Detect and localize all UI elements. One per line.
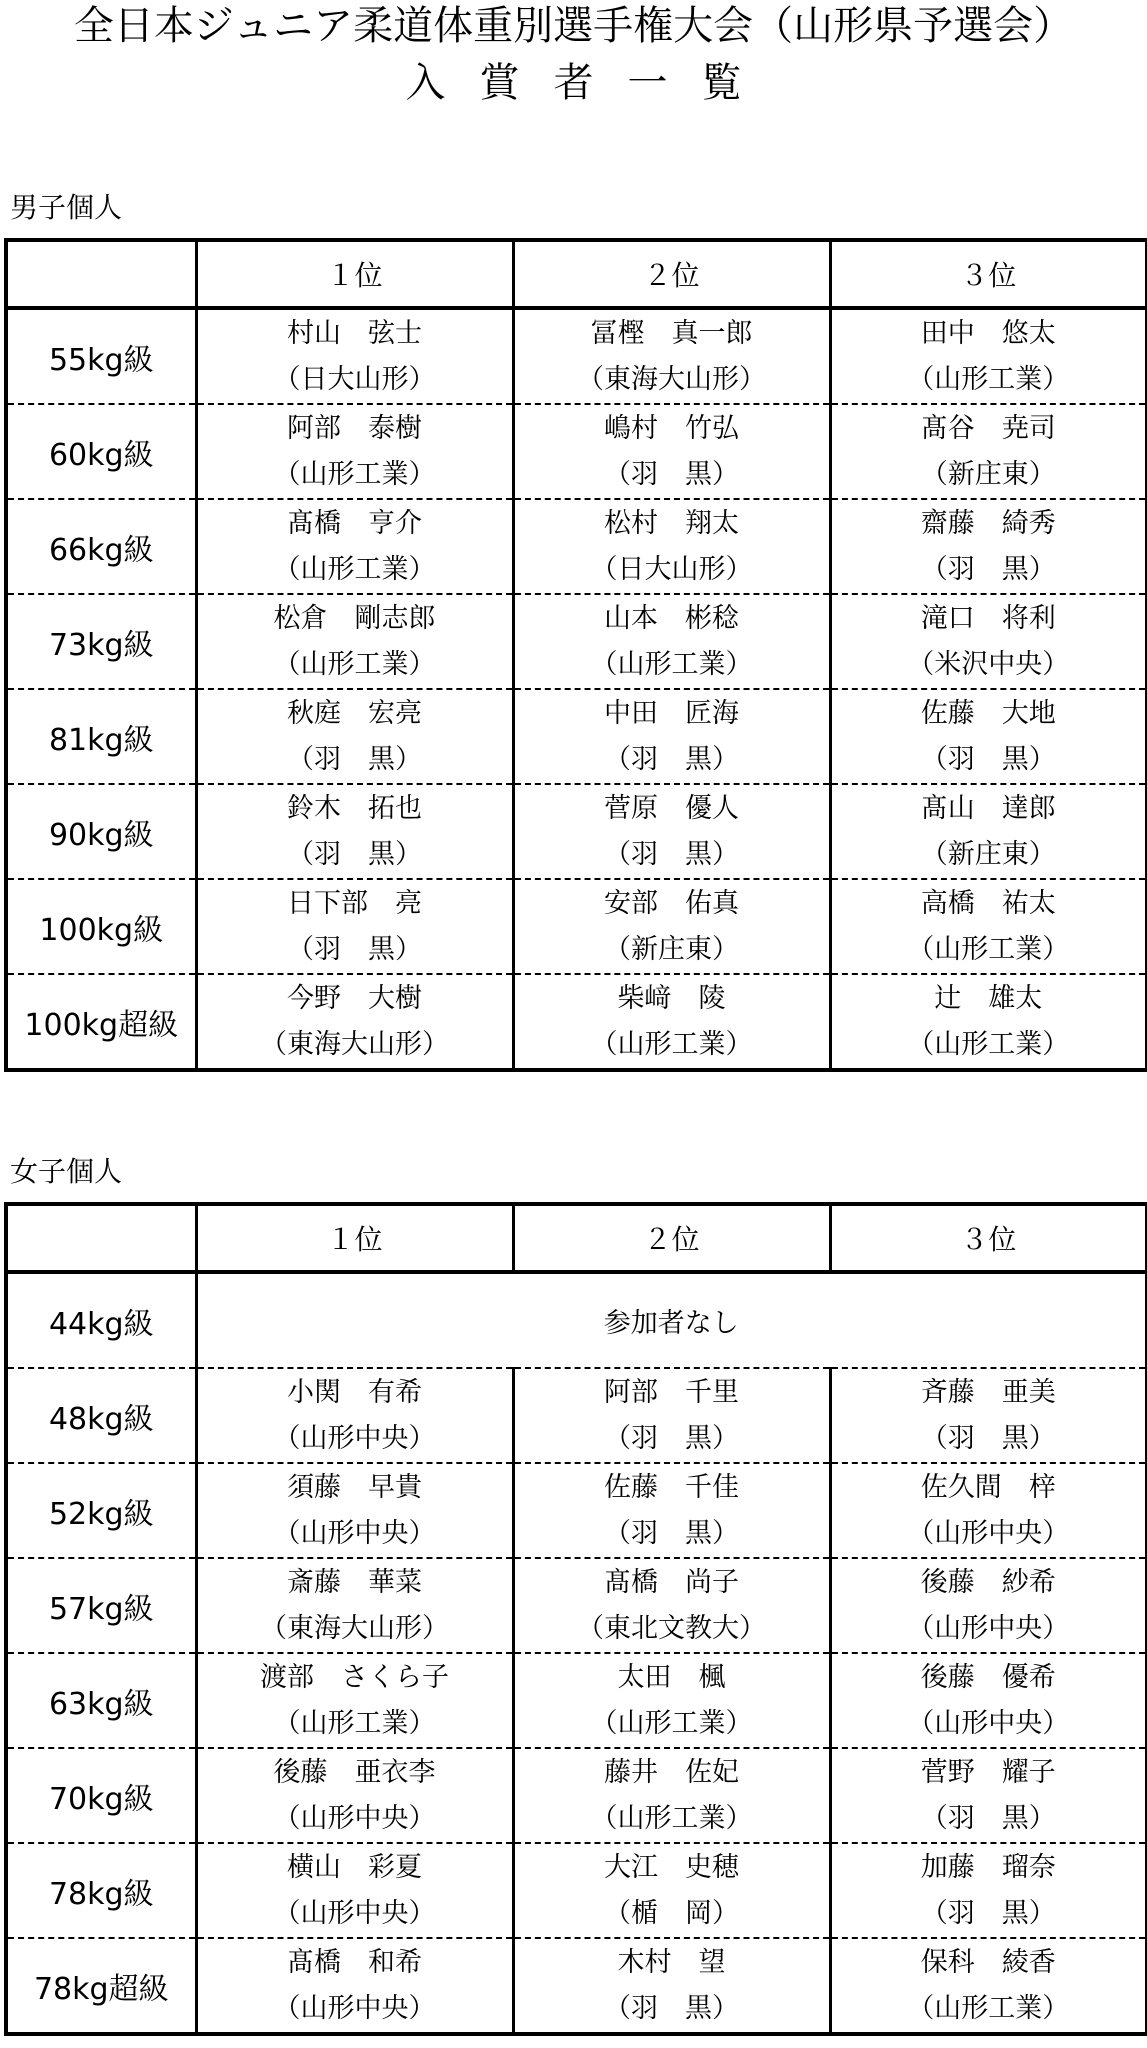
table-row xyxy=(6,879,1147,974)
weight-class: 48kg級 xyxy=(6,1368,196,1463)
school-name: （山形中央） xyxy=(273,1517,436,1549)
school-name: （山形工業） xyxy=(590,1707,753,1739)
place-cell xyxy=(513,1653,830,1748)
athlete-name: 木村 望 xyxy=(617,1946,726,1978)
table-row xyxy=(6,1463,1147,1558)
place-cell xyxy=(196,1558,513,1653)
place-cell xyxy=(196,1653,513,1748)
place-cell xyxy=(513,308,830,404)
table-row xyxy=(6,1938,1147,2034)
athlete-name: 安部 佑真 xyxy=(604,887,739,919)
section-label-girls: 女子個人 xyxy=(10,1155,123,1188)
table-row xyxy=(6,974,1147,1070)
table-row xyxy=(6,1843,1147,1938)
athlete-name: 松村 翔太 xyxy=(604,507,739,539)
school-name: （東北文教大） xyxy=(577,1612,766,1644)
place-cell xyxy=(196,404,513,499)
school-name: （山形工業） xyxy=(273,553,436,585)
place-cell xyxy=(513,499,830,594)
document-subtitle: 入賞者一覧 xyxy=(405,60,776,106)
weight-class: 70kg級 xyxy=(6,1748,196,1843)
table-row xyxy=(6,1368,1147,1463)
header-first-place: １位 xyxy=(196,1204,513,1272)
table-row xyxy=(6,689,1147,784)
school-name: （羽 黒） xyxy=(287,743,422,775)
place-cell xyxy=(830,404,1147,499)
header-second-place: ２位 xyxy=(513,240,830,308)
place-cell xyxy=(830,784,1147,879)
place-cell xyxy=(196,1843,513,1938)
athlete-name: 藤井 佐妃 xyxy=(604,1756,739,1788)
school-name: （山形中央） xyxy=(907,1517,1070,1549)
school-name: （羽 黒） xyxy=(604,458,739,490)
athlete-name: 齋藤 綺秀 xyxy=(920,507,1056,539)
athlete-name: 今野 大樹 xyxy=(287,982,422,1014)
school-name: （日大山形） xyxy=(273,363,436,395)
place-cell xyxy=(830,1368,1147,1463)
athlete-name: 辻 雄太 xyxy=(934,982,1043,1014)
document-title: 全日本ジュニア柔道体重別選手権大会（山形県予選会） xyxy=(73,3,1074,49)
place-cell xyxy=(196,879,513,974)
place-cell xyxy=(196,308,513,404)
school-name: （羽 黒） xyxy=(920,743,1056,775)
place-cell xyxy=(830,1843,1147,1938)
athlete-name: 菅原 優人 xyxy=(604,792,739,824)
place-cell xyxy=(196,1938,513,2034)
section-label-boys: 男子個人 xyxy=(10,191,123,224)
weight-class: 44kg級 xyxy=(6,1272,196,1368)
athlete-name: 加藤 瑠奈 xyxy=(920,1851,1056,1883)
header-third-place: ３位 xyxy=(830,240,1147,308)
athlete-name: 日下部 亮 xyxy=(287,887,422,919)
school-name: （羽 黒） xyxy=(287,838,422,870)
school-name: （山形中央） xyxy=(273,1897,436,1929)
school-name: （新庄東） xyxy=(920,458,1056,490)
school-name: （山形工業） xyxy=(590,1028,753,1060)
header-blank xyxy=(6,240,196,308)
school-name: （羽 黒） xyxy=(287,933,422,965)
athlete-name: 後藤 紗希 xyxy=(920,1566,1056,1598)
school-name: （山形中央） xyxy=(273,1422,436,1454)
athlete-name: 佐藤 千佳 xyxy=(604,1471,739,1503)
place-cell xyxy=(830,594,1147,689)
results-table-boys xyxy=(4,238,1147,1072)
place-cell xyxy=(513,1368,830,1463)
header-second-place: ２位 xyxy=(513,1204,830,1272)
place-cell xyxy=(830,308,1147,404)
header-third-place: ３位 xyxy=(830,1204,1147,1272)
weight-class: 90kg級 xyxy=(6,784,196,879)
school-name: （山形工業） xyxy=(907,1028,1070,1060)
school-name: （羽 黒） xyxy=(604,1517,739,1549)
athlete-name: 渡部 さくら子 xyxy=(260,1661,449,1693)
school-name: （東海大山形） xyxy=(260,1612,449,1644)
athlete-name: 須藤 早貴 xyxy=(287,1471,422,1503)
school-name: （羽 黒） xyxy=(604,1992,739,2024)
athlete-name: 髙橋 和希 xyxy=(287,1946,422,1978)
athlete-name: 阿部 泰樹 xyxy=(287,412,422,444)
place-cell xyxy=(830,1938,1147,2034)
table-row xyxy=(6,1558,1147,1653)
place-cell xyxy=(830,1463,1147,1558)
athlete-name: 滝口 将利 xyxy=(920,602,1056,634)
school-name: （山形工業） xyxy=(907,1992,1070,2024)
athlete-name: 松倉 剛志郎 xyxy=(273,602,436,634)
weight-class: 100kg超級 xyxy=(6,974,196,1070)
school-name: （日大山形） xyxy=(590,553,753,585)
place-cell xyxy=(196,499,513,594)
school-name: （羽 黒） xyxy=(920,553,1056,585)
school-name: （山形中央） xyxy=(907,1612,1070,1644)
school-name: （山形中央） xyxy=(273,1802,436,1834)
athlete-name: 中田 匠海 xyxy=(604,697,739,729)
place-cell xyxy=(513,1558,830,1653)
place-cell xyxy=(196,689,513,784)
athlete-name: 冨樫 真一郎 xyxy=(590,317,753,349)
school-name: （山形工業） xyxy=(273,458,436,490)
athlete-name: 大江 史穂 xyxy=(604,1851,739,1883)
place-cell xyxy=(513,689,830,784)
weight-class: 52kg級 xyxy=(6,1463,196,1558)
place-cell xyxy=(196,594,513,689)
athlete-name: 鈴木 拓也 xyxy=(287,792,422,824)
weight-class: 55kg級 xyxy=(6,308,196,404)
school-name: （山形工業） xyxy=(907,363,1070,395)
table-row xyxy=(6,1748,1147,1843)
place-cell xyxy=(830,1748,1147,1843)
table-row xyxy=(6,499,1147,594)
athlete-name: 斉藤 亜美 xyxy=(920,1376,1056,1408)
athlete-name: 菅野 耀子 xyxy=(920,1756,1056,1788)
athlete-name: 阿部 千里 xyxy=(604,1376,739,1408)
weight-class: 78kg超級 xyxy=(6,1938,196,2034)
athlete-name: 髙橋 尚子 xyxy=(604,1566,739,1598)
place-cell xyxy=(830,879,1147,974)
athlete-name: 保科 綾香 xyxy=(920,1946,1056,1978)
athlete-name: 髙橋 亨介 xyxy=(287,507,422,539)
header-blank xyxy=(6,1204,196,1272)
athlete-name: 山本 彬稔 xyxy=(604,602,739,634)
school-name: （東海大山形） xyxy=(260,1028,449,1060)
place-cell xyxy=(196,974,513,1070)
athlete-name: 太田 楓 xyxy=(617,1661,726,1693)
place-cell xyxy=(830,499,1147,594)
place-cell xyxy=(513,404,830,499)
athlete-name: 横山 彩夏 xyxy=(287,1851,422,1883)
place-cell xyxy=(196,1368,513,1463)
place-cell xyxy=(196,1748,513,1843)
table-row xyxy=(6,784,1147,879)
table-header-row xyxy=(6,240,1147,308)
weight-class: 57kg級 xyxy=(6,1558,196,1653)
weight-class: 73kg級 xyxy=(6,594,196,689)
athlete-name: 村山 弦士 xyxy=(287,317,422,349)
school-name: （山形中央） xyxy=(907,1707,1070,1739)
place-cell xyxy=(830,1653,1147,1748)
results-table-girls xyxy=(4,1202,1147,2036)
athlete-name: 後藤 優希 xyxy=(920,1661,1056,1693)
weight-class: 63kg級 xyxy=(6,1653,196,1748)
school-name: （山形工業） xyxy=(907,933,1070,965)
place-cell xyxy=(830,1558,1147,1653)
school-name: （羽 黒） xyxy=(920,1422,1056,1454)
school-name: （米沢中央） xyxy=(907,648,1070,680)
place-cell xyxy=(196,784,513,879)
weight-class: 66kg級 xyxy=(6,499,196,594)
place-cell xyxy=(513,879,830,974)
school-name: （楯 岡） xyxy=(604,1897,739,1929)
table-header-row xyxy=(6,1204,1147,1272)
athlete-name: 髙谷 尭司 xyxy=(920,412,1056,444)
school-name: （羽 黒） xyxy=(920,1897,1056,1929)
athlete-name: 嶋村 竹弘 xyxy=(604,412,739,444)
athlete-name: 佐久間 梓 xyxy=(920,1471,1056,1503)
weight-class: 81kg級 xyxy=(6,689,196,784)
table-row xyxy=(6,1653,1147,1748)
athlete-name: 秋庭 宏亮 xyxy=(287,697,422,729)
school-name: （山形工業） xyxy=(273,648,436,680)
school-name: （東海大山形） xyxy=(577,363,766,395)
school-name: （羽 黒） xyxy=(920,1802,1056,1834)
place-cell xyxy=(513,1843,830,1938)
school-name: （羽 黒） xyxy=(604,743,739,775)
school-name: （山形工業） xyxy=(273,1707,436,1739)
athlete-name: 佐藤 大地 xyxy=(920,697,1056,729)
school-name: （羽 黒） xyxy=(604,1422,739,1454)
athlete-name: 斎藤 華菜 xyxy=(287,1566,422,1598)
weight-class: 78kg級 xyxy=(6,1843,196,1938)
athlete-name: 髙山 達郎 xyxy=(920,792,1056,824)
school-name: （山形中央） xyxy=(273,1992,436,2024)
weight-class: 60kg級 xyxy=(6,404,196,499)
table-row xyxy=(6,1272,1147,1368)
place-cell xyxy=(513,784,830,879)
weight-class: 100kg級 xyxy=(6,879,196,974)
athlete-name: 田中 悠太 xyxy=(920,317,1056,349)
athlete-name: 柴﨑 陵 xyxy=(617,982,726,1014)
school-name: （山形工業） xyxy=(590,648,753,680)
place-cell xyxy=(513,974,830,1070)
school-name: （新庄東） xyxy=(604,933,739,965)
place-cell xyxy=(513,1463,830,1558)
school-name: （羽 黒） xyxy=(604,838,739,870)
place-cell xyxy=(830,974,1147,1070)
athlete-name: 高橋 祐太 xyxy=(920,887,1056,919)
place-cell xyxy=(513,1938,830,2034)
table-row xyxy=(6,594,1147,689)
athlete-name: 後藤 亜衣李 xyxy=(273,1756,436,1788)
school-name: （山形工業） xyxy=(590,1802,753,1834)
no-participants-note: 参加者なし xyxy=(196,1272,1147,1368)
table-row xyxy=(6,308,1147,404)
header-first-place: １位 xyxy=(196,240,513,308)
place-cell xyxy=(196,1463,513,1558)
athlete-name: 小関 有希 xyxy=(287,1376,422,1408)
place-cell xyxy=(513,594,830,689)
place-cell xyxy=(513,1748,830,1843)
place-cell xyxy=(830,689,1147,784)
table-row xyxy=(6,404,1147,499)
school-name: （新庄東） xyxy=(920,838,1056,870)
